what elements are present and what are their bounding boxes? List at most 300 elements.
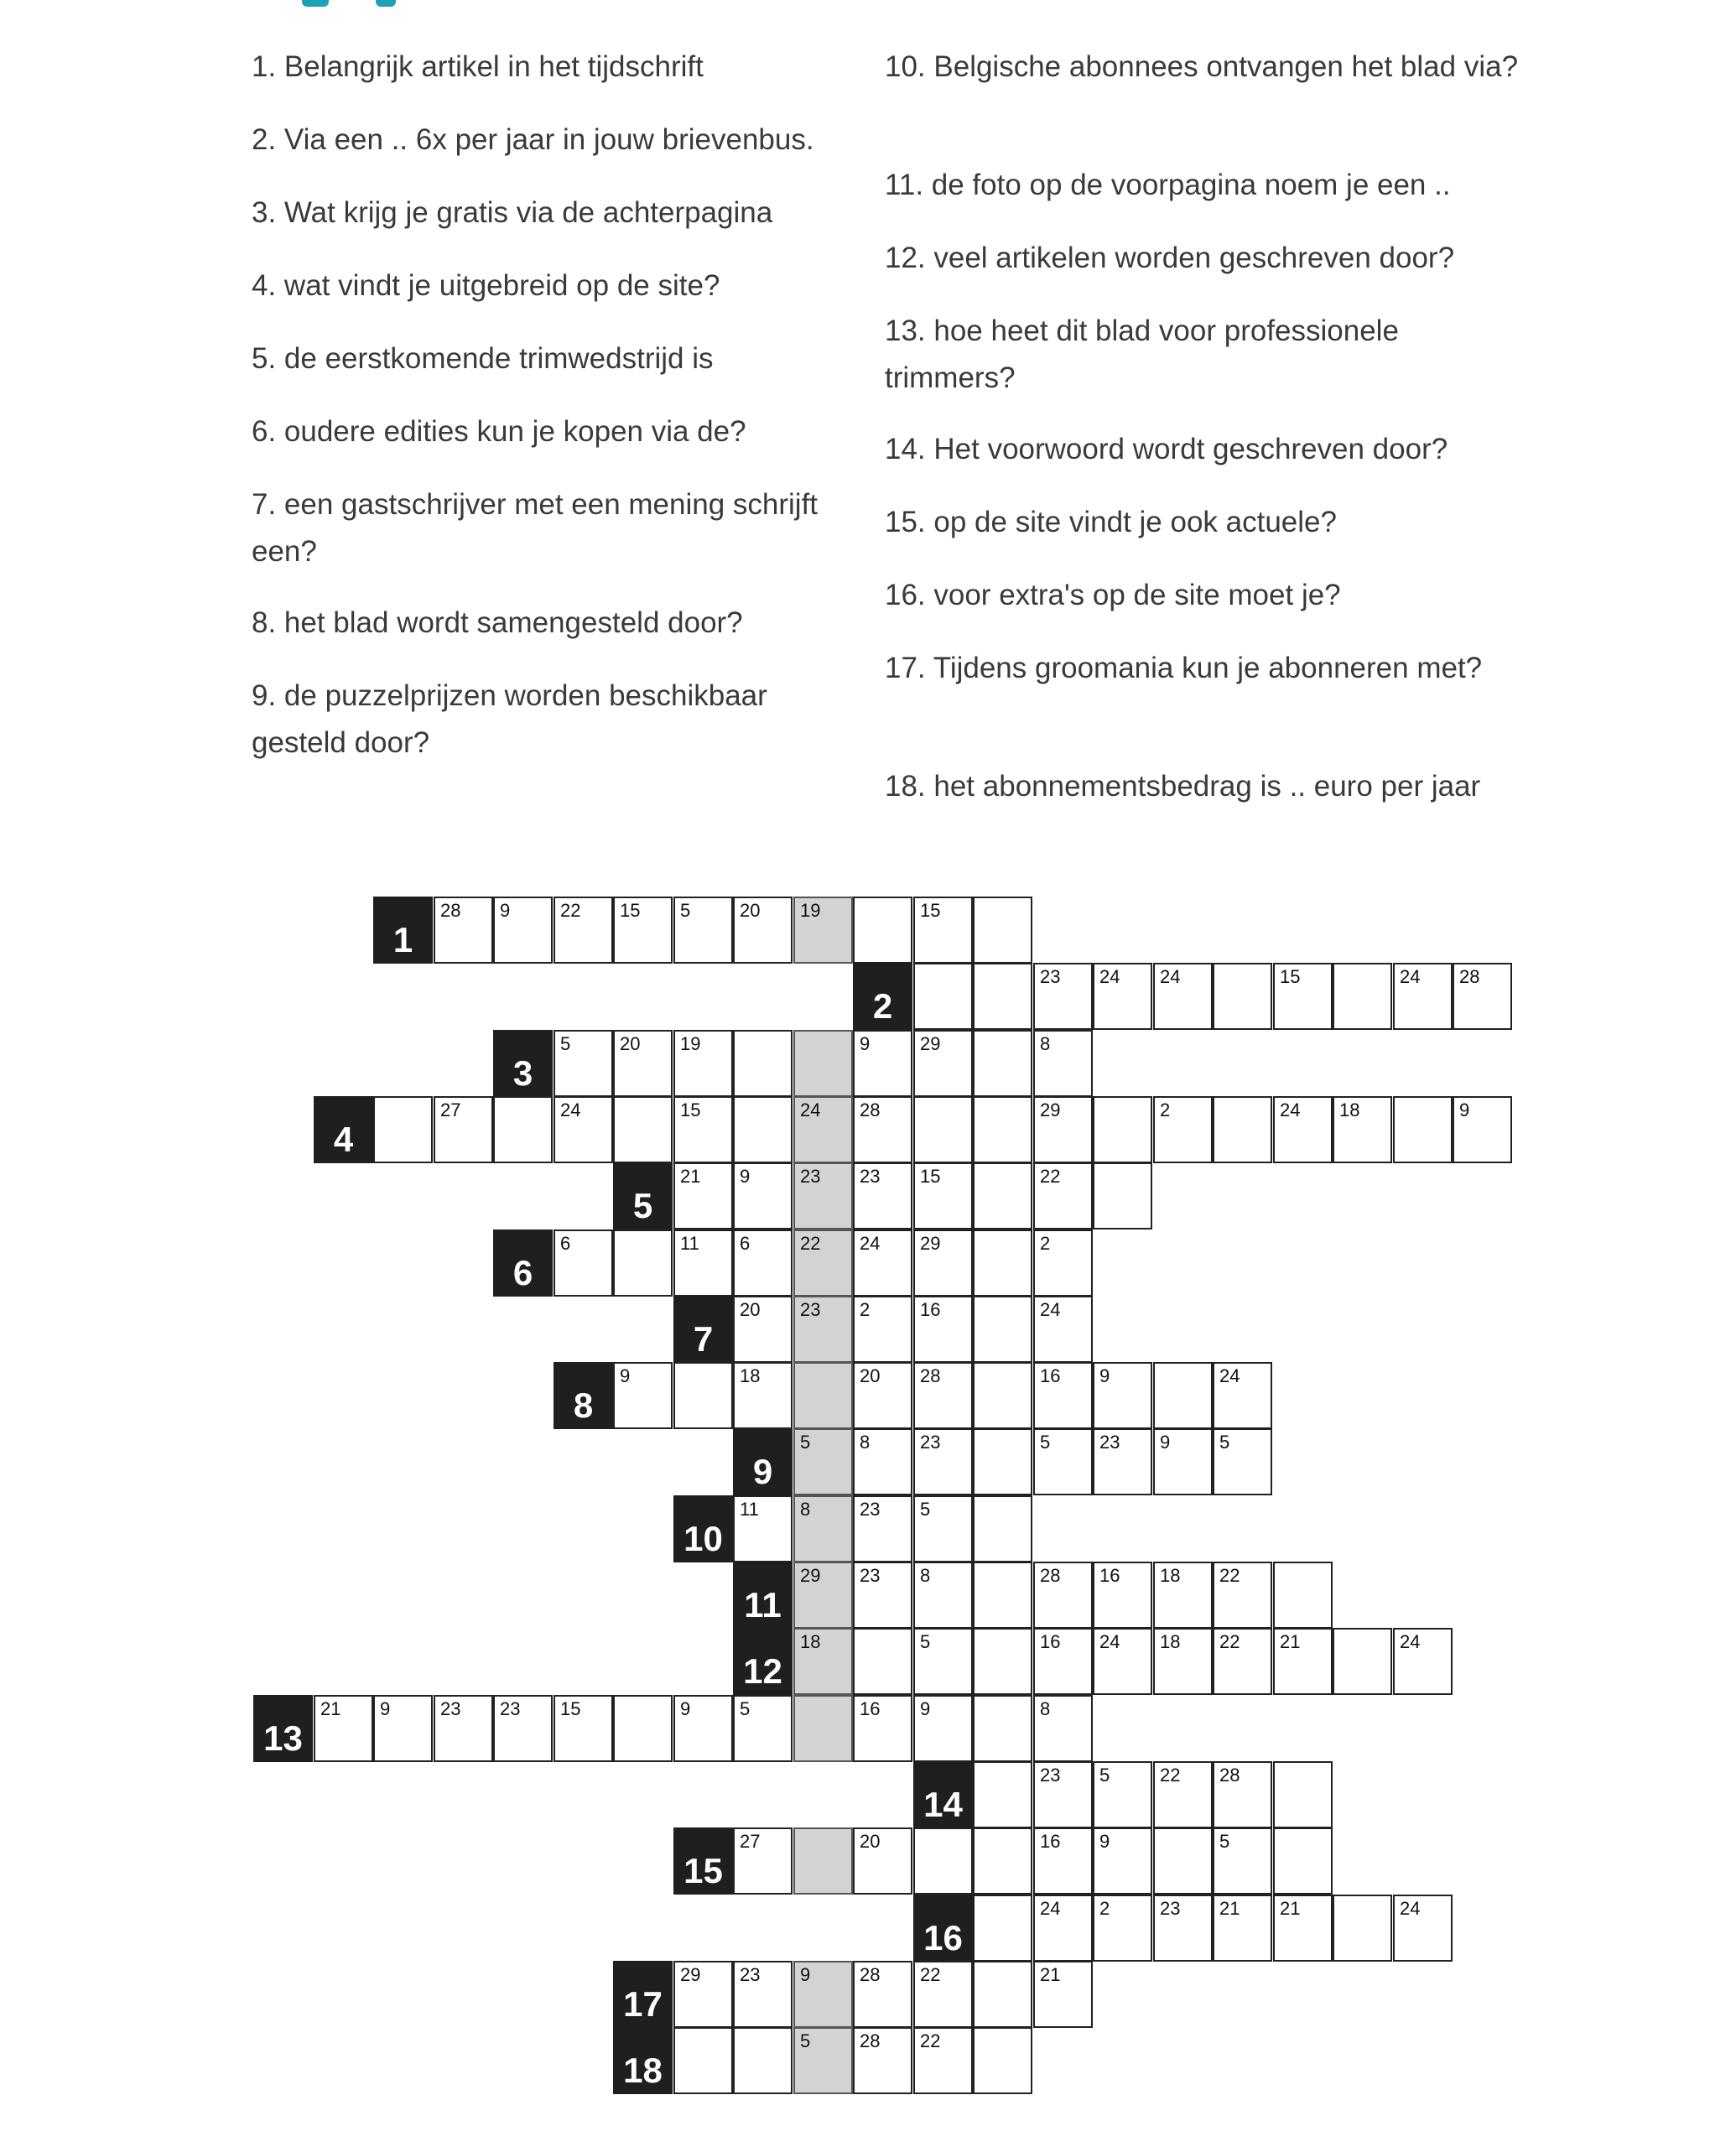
cell-letter-code: 29 xyxy=(920,1233,941,1254)
grid-cell[interactable] xyxy=(1093,1428,1152,1495)
cell-letter-code: 24 xyxy=(800,1099,821,1120)
cell-letter-code: 16 xyxy=(1040,1631,1061,1652)
cell-letter-code: 22 xyxy=(920,1964,941,1985)
cell-letter-code: 9 xyxy=(620,1365,631,1386)
grid-cell[interactable] xyxy=(973,1961,1032,2028)
grid-cell[interactable] xyxy=(973,1761,1032,1828)
cell-letter-code: 28 xyxy=(860,1964,881,1985)
grid-cell[interactable] xyxy=(1033,1162,1093,1229)
grid-cell[interactable] xyxy=(913,1562,973,1629)
grid-cell[interactable] xyxy=(1153,1362,1213,1429)
grid-cell[interactable] xyxy=(673,1362,733,1429)
cell-letter-code: 5 xyxy=(740,1698,751,1719)
grid-cell[interactable] xyxy=(673,1695,733,1762)
clue-7: 7. een gastschrijver met een mening schrijft een? xyxy=(252,488,819,568)
cell-letter-code: 2 xyxy=(1160,1099,1171,1120)
cell-letter-code: 24 xyxy=(1160,966,1181,987)
cell-letter-code: 2 xyxy=(860,1299,871,1320)
grid-cell[interactable] xyxy=(1093,1827,1152,1895)
grid-cell[interactable] xyxy=(1213,963,1272,1030)
grid-cell[interactable] xyxy=(733,1229,793,1297)
cell-letter-code: 24 xyxy=(1400,1898,1421,1919)
clue-label-number: 11 xyxy=(744,1585,782,1625)
cell-letter-code: 9 xyxy=(740,1166,751,1187)
cell-letter-code: 22 xyxy=(920,2030,941,2051)
grid-cell[interactable] xyxy=(913,1296,973,1363)
cell-letter-code: 23 xyxy=(800,1299,821,1320)
grid-cell[interactable] xyxy=(973,1495,1032,1562)
cell-letter-code: 29 xyxy=(920,1033,941,1054)
cell-letter-code: 27 xyxy=(740,1831,761,1852)
clue-label-number: 17 xyxy=(623,1984,663,2024)
cell-letter-code: 5 xyxy=(560,1033,571,1054)
grid-cell[interactable] xyxy=(1213,1096,1272,1163)
cell-letter-code: 23 xyxy=(740,1964,761,1985)
grid-cell[interactable] xyxy=(673,1096,733,1163)
grid-cell[interactable] xyxy=(973,1895,1032,1962)
cell-letter-code: 28 xyxy=(1459,966,1480,987)
grid-cell[interactable] xyxy=(1093,1162,1152,1229)
grid-cell[interactable] xyxy=(973,1562,1032,1629)
cell-letter-code: 6 xyxy=(740,1233,751,1254)
cell-letter-code: 18 xyxy=(1339,1099,1360,1120)
solution-cell[interactable] xyxy=(793,1096,853,1163)
grid-cell[interactable] xyxy=(554,1096,613,1163)
cell-letter-code: 5 xyxy=(1219,1432,1230,1453)
grid-cell[interactable] xyxy=(1213,1362,1272,1429)
grid-cell[interactable] xyxy=(733,1827,793,1895)
clue-label-number: 6 xyxy=(512,1253,533,1292)
cell-letter-code: 29 xyxy=(800,1565,821,1586)
grid-cell[interactable] xyxy=(973,1428,1032,1495)
cell-letter-code: 8 xyxy=(860,1432,871,1453)
grid-cell[interactable] xyxy=(1333,1628,1392,1695)
grid-cell[interactable] xyxy=(733,2027,793,2094)
solution-cell[interactable] xyxy=(793,1162,853,1229)
cell-letter-code: 9 xyxy=(1459,1099,1470,1120)
cell-letter-code: 23 xyxy=(1040,966,1061,987)
grid-cell[interactable] xyxy=(673,897,733,964)
grid-cell[interactable] xyxy=(853,1162,912,1229)
grid-cell[interactable] xyxy=(554,897,613,964)
cell-letter-code: 5 xyxy=(1099,1765,1110,1786)
grid-cell[interactable] xyxy=(1273,1628,1333,1695)
grid-cell[interactable] xyxy=(973,1229,1032,1297)
grid-cell[interactable] xyxy=(973,1628,1032,1695)
grid-cell[interactable] xyxy=(853,1030,912,1097)
solution-cell[interactable] xyxy=(793,1030,853,1097)
cell-letter-code: 23 xyxy=(800,1166,821,1187)
grid-cell[interactable] xyxy=(913,1162,973,1229)
grid-cell[interactable] xyxy=(973,1827,1032,1895)
grid-cell[interactable] xyxy=(1273,1562,1333,1629)
grid-cell[interactable] xyxy=(1033,1096,1093,1163)
grid-cell[interactable] xyxy=(733,1695,793,1762)
solution-cell[interactable] xyxy=(793,1229,853,1297)
cell-letter-code: 15 xyxy=(920,1166,941,1187)
grid-cell[interactable] xyxy=(673,1030,733,1097)
cell-letter-code: 9 xyxy=(1160,1432,1171,1453)
grid-cell[interactable] xyxy=(373,1695,433,1762)
cell-letter-code: 15 xyxy=(920,900,941,921)
cell-letter-code: 20 xyxy=(740,900,761,921)
cell-letter-code: 5 xyxy=(1040,1432,1051,1453)
grid-cell[interactable] xyxy=(733,1961,793,2028)
cell-letter-code: 23 xyxy=(920,1432,941,1453)
grid-cell[interactable] xyxy=(1033,1296,1093,1363)
grid-cell[interactable] xyxy=(1273,1827,1333,1895)
clue-11: 11. de foto op de voorpagina noem je een .. xyxy=(885,169,1451,201)
grid-cell[interactable] xyxy=(314,1695,373,1762)
grid-cell[interactable] xyxy=(1153,1761,1213,1828)
cell-letter-code: 9 xyxy=(1099,1365,1110,1386)
clue-9: 9. de puzzelprijzen worden beschikbaar gesteld door? xyxy=(252,679,767,759)
grid-cell[interactable] xyxy=(913,1229,973,1297)
grid-cell[interactable] xyxy=(1333,1096,1392,1163)
grid-cell[interactable] xyxy=(554,1030,613,1097)
clue-16: 16. voor extra's op de site moet je? xyxy=(885,579,1341,611)
cell-letter-code: 21 xyxy=(680,1166,701,1187)
cell-letter-code: 23 xyxy=(500,1698,521,1719)
clue-label-number: 9 xyxy=(752,1452,773,1491)
grid-cell[interactable] xyxy=(613,1695,673,1762)
cell-letter-code: 9 xyxy=(920,1698,931,1719)
solution-cell[interactable] xyxy=(793,897,853,964)
grid-cell[interactable] xyxy=(1033,1362,1093,1429)
cell-letter-code: 28 xyxy=(920,1365,941,1386)
cell-letter-code: 11 xyxy=(680,1233,699,1254)
grid-cell[interactable] xyxy=(1093,963,1152,1030)
grid-cell[interactable] xyxy=(973,1695,1032,1762)
grid-cell[interactable] xyxy=(973,1096,1032,1163)
clue-label-number: 10 xyxy=(683,1519,723,1558)
grid-cell[interactable] xyxy=(733,1162,793,1229)
clue-15: 15. op de site vindt je ook actuele? xyxy=(885,506,1337,538)
grid-cell[interactable] xyxy=(1333,1895,1392,1962)
grid-cell[interactable] xyxy=(1393,1096,1453,1163)
cell-letter-code: 21 xyxy=(1040,1964,1061,1985)
clue-label-16 xyxy=(913,1895,973,1962)
clue-label-5 xyxy=(613,1162,673,1229)
grid-cell[interactable] xyxy=(1153,963,1213,1030)
solution-cell[interactable] xyxy=(793,1562,853,1629)
solution-cell[interactable] xyxy=(793,1495,853,1562)
grid-cell[interactable] xyxy=(613,897,673,964)
cell-letter-code: 2 xyxy=(1040,1233,1051,1254)
grid-cell[interactable] xyxy=(973,1296,1032,1363)
cell-letter-code: 18 xyxy=(1160,1631,1181,1652)
cell-letter-code: 28 xyxy=(860,2030,881,2051)
grid-cell[interactable] xyxy=(913,1695,973,1762)
grid-cell[interactable] xyxy=(1093,1628,1152,1695)
grid-cell[interactable] xyxy=(554,1229,613,1297)
grid-cell[interactable] xyxy=(853,1628,912,1695)
clue-label-number: 12 xyxy=(743,1651,782,1691)
grid-cell[interactable] xyxy=(613,1096,673,1163)
grid-cell[interactable] xyxy=(1093,1895,1152,1962)
cell-letter-code: 24 xyxy=(1280,1099,1301,1120)
grid-cell[interactable] xyxy=(853,1495,912,1562)
cell-letter-code: 24 xyxy=(1099,1631,1120,1652)
grid-cell[interactable] xyxy=(913,1628,973,1695)
grid-cell[interactable] xyxy=(913,2027,973,2094)
cell-letter-code: 8 xyxy=(1040,1698,1051,1719)
grid-cell[interactable] xyxy=(1093,1562,1152,1629)
cell-letter-code: 9 xyxy=(1099,1831,1110,1852)
grid-cell[interactable] xyxy=(853,1296,912,1363)
grid-cell[interactable] xyxy=(1393,963,1453,1030)
grid-cell[interactable] xyxy=(1213,1428,1272,1495)
clue-10: 10. Belgische abonnees ontvangen het blad via? xyxy=(885,50,1519,83)
grid-cell[interactable] xyxy=(1453,963,1512,1030)
clue-label-number: 14 xyxy=(923,1785,963,1824)
grid-cell[interactable] xyxy=(913,1961,973,2028)
cell-letter-code: 15 xyxy=(560,1698,581,1719)
grid-cell[interactable] xyxy=(853,1695,912,1762)
cell-letter-code: 20 xyxy=(860,1365,881,1386)
clue-4: 4. wat vindt je uitgebreid op de site? xyxy=(252,269,720,302)
grid-cell[interactable] xyxy=(1213,1562,1272,1629)
cell-letter-code: 9 xyxy=(380,1698,391,1719)
solution-cell[interactable] xyxy=(793,1961,853,2028)
grid-cell[interactable] xyxy=(853,1827,912,1895)
grid-cell[interactable] xyxy=(1033,1229,1093,1297)
grid-cell[interactable] xyxy=(673,1162,733,1229)
clue-3: 3. Wat krijg je gratis via de achterpagina xyxy=(252,196,773,229)
grid-cell[interactable] xyxy=(973,2027,1032,2094)
grid-cell[interactable] xyxy=(1033,1761,1093,1828)
clue-label-number: 16 xyxy=(923,1918,963,1957)
clue-18: 18. het abonnementsbedrag is .. euro per jaar xyxy=(885,770,1481,803)
grid-cell[interactable] xyxy=(1153,1428,1213,1495)
cell-letter-code: 18 xyxy=(740,1365,761,1386)
grid-cell[interactable] xyxy=(1273,963,1333,1030)
grid-cell[interactable] xyxy=(493,897,553,964)
clue-label-number: 1 xyxy=(392,920,413,959)
cell-letter-code: 29 xyxy=(680,1964,701,1985)
clue-label-2 xyxy=(853,963,912,1030)
solution-cell[interactable] xyxy=(793,1827,853,1895)
grid-cell[interactable] xyxy=(973,1162,1032,1229)
clue-8: 8. het blad wordt samengesteld door? xyxy=(252,606,743,639)
grid-cell[interactable] xyxy=(913,1428,973,1495)
cell-letter-code: 20 xyxy=(740,1299,761,1320)
grid-cell[interactable] xyxy=(853,2027,912,2094)
cell-letter-code: 9 xyxy=(500,900,511,921)
grid-cell[interactable] xyxy=(1273,1096,1333,1163)
grid-cell[interactable] xyxy=(853,1096,912,1163)
clue-label-number: 13 xyxy=(263,1718,303,1758)
grid-cell[interactable] xyxy=(733,1362,793,1429)
clue-label-number: 15 xyxy=(683,1851,723,1890)
grid-cell[interactable] xyxy=(1273,1761,1333,1828)
grid-cell[interactable] xyxy=(1093,1096,1152,1163)
grid-cell[interactable] xyxy=(434,1695,493,1762)
grid-cell[interactable] xyxy=(1213,1827,1272,1895)
cell-letter-code: 23 xyxy=(440,1698,461,1719)
grid-cell[interactable] xyxy=(1033,1628,1093,1695)
grid-cell[interactable] xyxy=(1033,1695,1093,1762)
grid-cell[interactable] xyxy=(913,897,973,964)
grid-cell[interactable] xyxy=(373,1096,433,1163)
grid-cell[interactable] xyxy=(913,1827,973,1895)
cell-letter-code: 21 xyxy=(1280,1631,1301,1652)
solution-cell[interactable] xyxy=(793,2027,853,2094)
cell-letter-code: 9 xyxy=(860,1033,871,1054)
grid-cell[interactable] xyxy=(1213,1761,1272,1828)
cell-letter-code: 5 xyxy=(680,900,691,921)
solution-cell[interactable] xyxy=(793,1628,853,1695)
grid-cell[interactable] xyxy=(1033,1428,1093,1495)
grid-cell[interactable] xyxy=(1333,963,1392,1030)
grid-cell[interactable] xyxy=(1213,1628,1272,1695)
grid-cell[interactable] xyxy=(1153,1895,1213,1962)
grid-cell[interactable] xyxy=(733,1030,793,1097)
grid-cell[interactable] xyxy=(1033,963,1093,1030)
cell-letter-code: 22 xyxy=(1040,1166,1061,1187)
clue-13: 13. hoe heet dit blad voor professionele trimmers? xyxy=(885,315,1399,394)
grid-cell[interactable] xyxy=(673,1229,733,1297)
cell-letter-code: 16 xyxy=(1040,1831,1061,1852)
cell-letter-code: 23 xyxy=(1099,1432,1120,1453)
clue-label-number: 5 xyxy=(632,1186,653,1225)
clue-label-1 xyxy=(373,897,433,964)
grid-cell[interactable] xyxy=(853,1229,912,1297)
grid-cell[interactable] xyxy=(613,1362,673,1429)
grid-cell[interactable] xyxy=(973,963,1032,1030)
clue-17: 17. Tijdens groomania kun je abonneren met? xyxy=(885,652,1483,684)
grid-cell[interactable] xyxy=(434,1096,493,1163)
grid-cell[interactable] xyxy=(1153,1827,1213,1895)
cell-letter-code: 24 xyxy=(1040,1898,1061,1919)
cell-letter-code: 8 xyxy=(800,1499,811,1520)
grid-cell[interactable] xyxy=(973,1362,1032,1429)
grid-cell[interactable] xyxy=(853,1362,912,1429)
grid-cell[interactable] xyxy=(613,1229,673,1297)
clue-12: 12. veel artikelen worden geschreven door? xyxy=(885,242,1455,274)
grid-cell[interactable] xyxy=(1153,1628,1213,1695)
clue-label-number: 3 xyxy=(512,1053,533,1093)
grid-cell[interactable] xyxy=(733,897,793,964)
cell-letter-code: 16 xyxy=(1099,1565,1120,1586)
grid-cell[interactable] xyxy=(673,1961,733,2028)
clue-label-12 xyxy=(733,1628,793,1695)
cell-letter-code: 23 xyxy=(1160,1898,1181,1919)
cell-letter-code: 11 xyxy=(740,1499,759,1520)
cell-letter-code: 28 xyxy=(860,1099,881,1120)
grid-cell[interactable] xyxy=(1393,1628,1453,1695)
cell-letter-code: 28 xyxy=(1219,1765,1240,1786)
grid-cell[interactable] xyxy=(673,2027,733,2094)
clue-label-14 xyxy=(913,1761,973,1828)
grid-cell[interactable] xyxy=(853,1562,912,1629)
cell-letter-code: 5 xyxy=(1219,1831,1230,1852)
grid-cell[interactable] xyxy=(613,1030,673,1097)
grid-cell[interactable] xyxy=(853,897,912,964)
solution-cell[interactable] xyxy=(793,1695,853,1762)
cell-letter-code: 9 xyxy=(800,1964,811,1985)
grid-cell[interactable] xyxy=(1153,1096,1213,1163)
grid-cell[interactable] xyxy=(733,1096,793,1163)
grid-cell[interactable] xyxy=(1093,1362,1152,1429)
grid-cell[interactable] xyxy=(1033,1895,1093,1962)
cell-letter-code: 22 xyxy=(1160,1765,1181,1786)
grid-cell[interactable] xyxy=(493,1695,553,1762)
clue-label-13 xyxy=(253,1695,313,1762)
solution-cell[interactable] xyxy=(793,1362,853,1429)
grid-cell[interactable] xyxy=(1033,1961,1093,2028)
grid-cell[interactable] xyxy=(1393,1895,1453,1962)
cell-letter-code: 21 xyxy=(1280,1898,1301,1919)
grid-cell[interactable] xyxy=(1033,1827,1093,1895)
cell-letter-code: 29 xyxy=(1040,1099,1061,1120)
cell-letter-code: 28 xyxy=(1040,1565,1061,1586)
grid-cell[interactable] xyxy=(853,1961,912,2028)
cell-letter-code: 19 xyxy=(680,1033,701,1054)
grid-cell[interactable] xyxy=(493,1096,553,1163)
cell-letter-code: 19 xyxy=(800,900,821,921)
clue-label-number: 8 xyxy=(573,1385,594,1425)
cell-letter-code: 8 xyxy=(1040,1033,1051,1054)
cell-letter-code: 27 xyxy=(440,1099,461,1120)
clue-6: 6. oudere edities kun je kopen via de? xyxy=(252,415,746,448)
grid-cell[interactable] xyxy=(1273,1895,1333,1962)
cell-letter-code: 24 xyxy=(1400,1631,1421,1652)
clue-label-3 xyxy=(493,1030,553,1097)
clue-5: 5. de eerstkomende trimwedstrijd is xyxy=(252,342,714,375)
solution-cell[interactable] xyxy=(793,1296,853,1363)
grid-cell[interactable] xyxy=(973,897,1032,964)
cell-letter-code: 16 xyxy=(920,1299,941,1320)
cell-letter-code: 22 xyxy=(1219,1631,1240,1652)
cell-letter-code: 16 xyxy=(1040,1365,1061,1386)
clue-label-number: 18 xyxy=(623,2051,663,2090)
clue-label-number: 4 xyxy=(333,1120,354,1159)
grid-cell[interactable] xyxy=(913,1495,973,1562)
cell-letter-code: 20 xyxy=(860,1831,881,1852)
cell-letter-code: 5 xyxy=(800,1432,811,1453)
cell-letter-code: 16 xyxy=(860,1698,881,1719)
grid-cell[interactable] xyxy=(554,1695,613,1762)
grid-cell[interactable] xyxy=(733,1495,793,1562)
cell-letter-code: 21 xyxy=(320,1698,341,1719)
grid-cell[interactable] xyxy=(853,1428,912,1495)
grid-cell[interactable] xyxy=(913,1362,973,1429)
cell-letter-code: 28 xyxy=(440,900,461,921)
grid-cell[interactable] xyxy=(1033,1562,1093,1629)
grid-cell[interactable] xyxy=(913,1096,973,1163)
cell-letter-code: 5 xyxy=(920,1631,931,1652)
grid-cell[interactable] xyxy=(1453,1096,1512,1163)
cell-letter-code: 15 xyxy=(620,900,641,921)
solution-cell[interactable] xyxy=(793,1428,853,1495)
grid-cell[interactable] xyxy=(434,897,493,964)
grid-cell[interactable] xyxy=(733,1296,793,1363)
grid-cell[interactable] xyxy=(973,1030,1032,1097)
grid-cell[interactable] xyxy=(1033,1030,1093,1097)
cell-letter-code: 24 xyxy=(1040,1299,1061,1320)
grid-cell[interactable] xyxy=(1093,1761,1152,1828)
grid-cell[interactable] xyxy=(1213,1895,1272,1962)
cell-letter-code: 9 xyxy=(680,1698,691,1719)
grid-cell[interactable] xyxy=(913,1030,973,1097)
clue-label-7 xyxy=(673,1296,733,1363)
grid-cell[interactable] xyxy=(1153,1562,1213,1629)
clue-14: 14. Het voorwoord wordt geschreven door? xyxy=(885,433,1448,465)
clue-2: 2. Via een .. 6x per jaar in jouw brievenbus. xyxy=(252,123,814,156)
cell-letter-code: 15 xyxy=(680,1099,701,1120)
grid-cell[interactable] xyxy=(913,963,973,1030)
